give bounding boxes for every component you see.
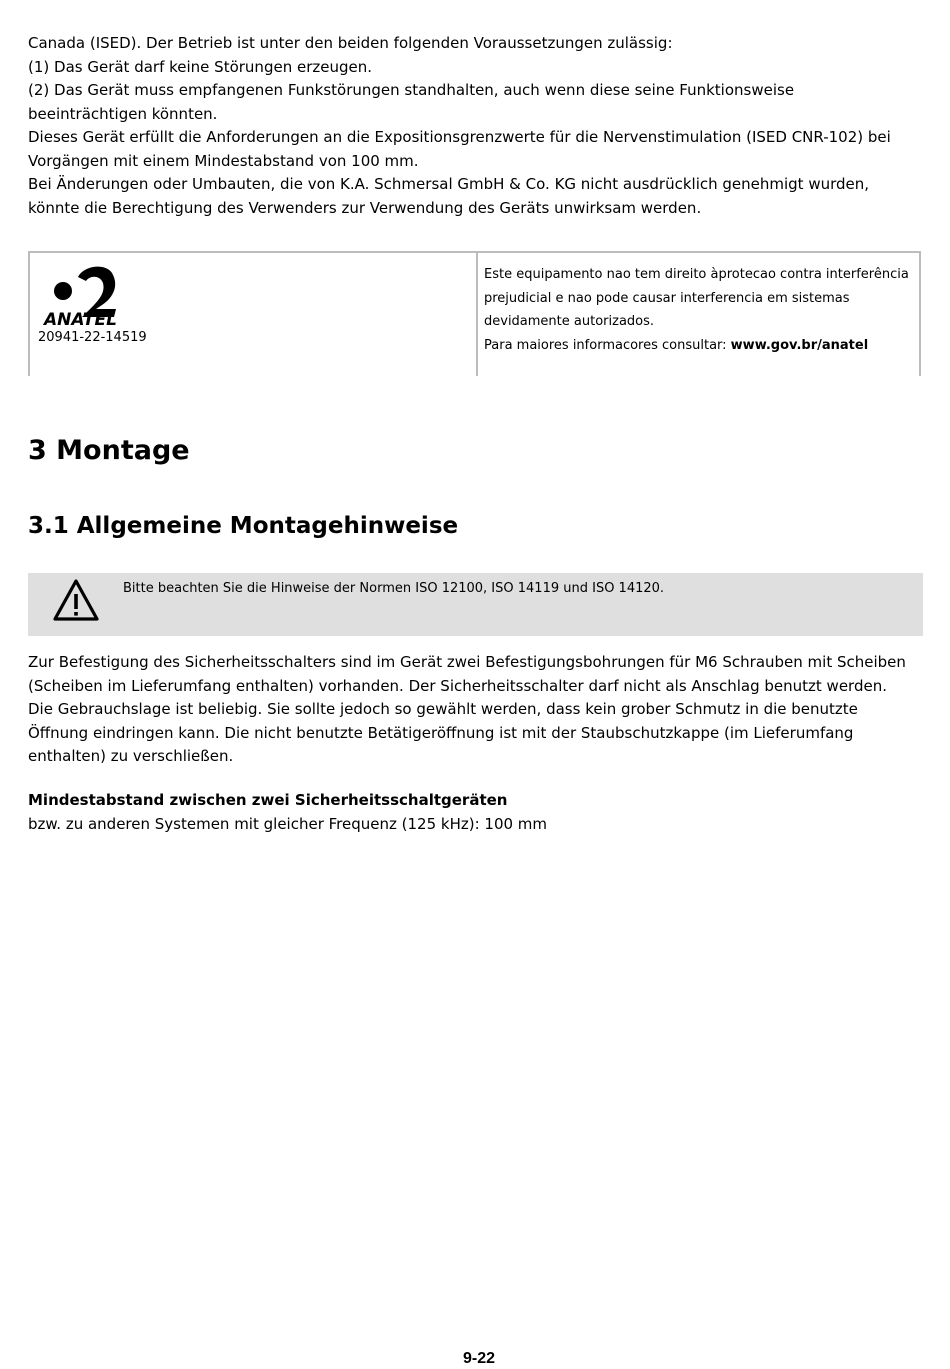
intro-line: Vorgängen mit einem Mindestabstand von 100 mm.	[28, 151, 419, 170]
intro-line: (1) Das Gerät darf keine Störungen erzeugen.	[28, 57, 372, 76]
anatel-consult-label: Para maiores informacores consultar:	[484, 337, 731, 353]
anatel-consult-line	[484, 334, 914, 358]
anatel-logo-icon	[40, 259, 126, 327]
section-title: 3 Montage	[28, 435, 190, 466]
anatel-line: devidamente autorizados.	[484, 314, 655, 329]
anatel-line: prejudicial e nao pode causar interferencia em sistemas	[484, 290, 850, 306]
page-number: 9-22	[462, 1350, 496, 1367]
warning-box	[28, 573, 923, 636]
body-line: enthalten) zu verschließen.	[28, 747, 234, 765]
min-distance-heading: Mindestabstand zwischen zwei Sicherheitsschaltgeräten	[28, 791, 508, 809]
intro-paragraph	[28, 32, 928, 220]
anatel-logo-cell	[30, 253, 478, 376]
anatel-text-cell	[484, 263, 914, 357]
min-distance-block	[28, 789, 928, 836]
anatel-line: Este equipamento nao tem direito àprotecao contra interferência	[484, 267, 909, 282]
body-line: Die Gebrauchslage ist beliebig. Sie sollte jedoch so gewählt werden, dass kein grober Schmutz in die benutzte	[28, 700, 858, 718]
intro-line: beeinträchtigen könnten.	[28, 104, 218, 123]
body-line: Zur Befestigung des Sicherheitsschalters sind im Gerät zwei Befestigungsbohrungen für M6 Schrauben mit Scheiben	[28, 653, 906, 671]
warning-text: Bitte beachten Sie die Hinweise der Normen ISO 12100, ISO 14119 und ISO 14120.	[123, 581, 665, 596]
intro-line: könnte die Berechtigung des Verwenders zur Verwendung des Geräts unwirksam werden.	[28, 198, 702, 217]
body-line: (Scheiben im Lieferumfang enthalten) vorhanden. Der Sicherheitsschalter darf nicht als Anschlag benutzt werden.	[28, 676, 887, 695]
subsection-title: 3.1 Allgemeine Montagehinweise	[28, 513, 459, 539]
anatel-notice-table	[28, 251, 921, 376]
intro-line: Dieses Gerät erfüllt die Anforderungen an die Expositionsgrenzwerte für die Nervenstimulation (ISED CNR-102) bei	[28, 128, 891, 146]
intro-line: (2) Das Gerät muss empfangenen Funkstörungen standhalten, auch wenn diese seine Funktionsweise	[28, 81, 795, 99]
body-line: Öffnung eindringen kann. Die nicht benutzte Betätigeröffnung ist mit der Staubschutzkappe (im Lieferumfang	[28, 723, 854, 742]
min-distance-text: bzw. zu anderen Systemen mit gleicher Frequenz (125 kHz): 100 mm	[28, 814, 548, 833]
intro-line: Bei Änderungen oder Umbauten, die von K.A. Schmersal GmbH & Co. KG nicht ausdrücklich genehmigt wurden,	[28, 175, 870, 193]
mounting-paragraph	[28, 651, 928, 769]
anatel-logo-text: ANATEL	[44, 310, 117, 327]
anatel-url-link[interactable]: www.gov.br/anatel	[730, 337, 869, 353]
warning-triangle-icon	[52, 577, 100, 623]
anatel-certificate-number: 20941-22-14519	[38, 330, 147, 345]
intro-line: Canada (ISED). Der Betrieb ist unter den beiden folgenden Voraussetzungen zulässig:	[28, 34, 673, 52]
